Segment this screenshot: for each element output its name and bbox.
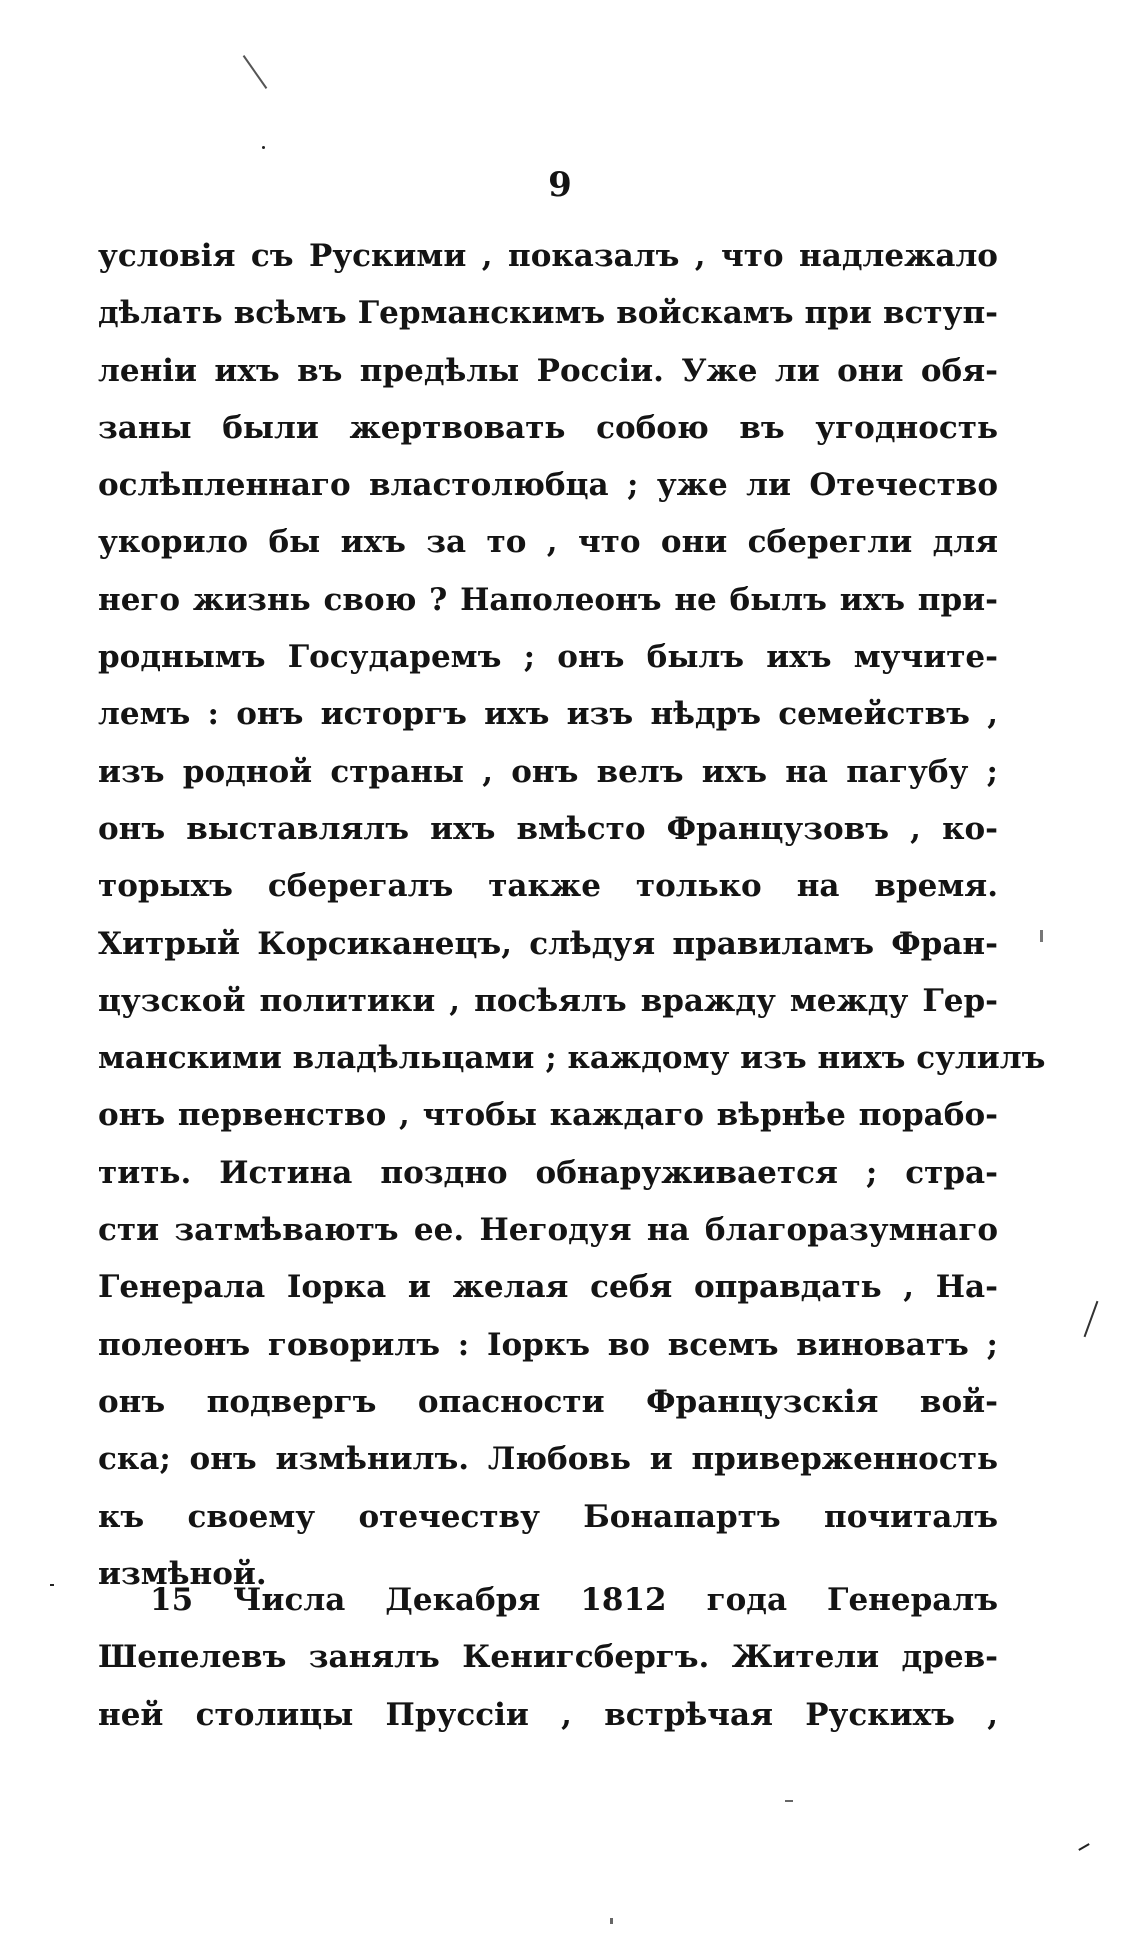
text-line: полеонъ говорилъ : Іоркъ во всемъ виноватъ ; [98,1326,998,1363]
paragraph-1 [98,228,1046,1603]
scan-mark [610,1918,613,1924]
text-line: цузской политики , посѣялъ вражду между Гер- [98,982,998,1019]
paragraph-2 [98,1572,998,1744]
text-line: манскими владѣльцами ; каждому изъ нихъ сулилъ [98,1040,1046,1077]
text-line: торыхъ сберегалъ также только на время. [98,868,998,905]
text-line: леніи ихъ въ предѣлы Россіи. Уже ли они обя- [98,352,998,389]
scan-mark [1078,1843,1089,1851]
text-line: онъ первенство , чтобы каждаго вѣрнѣе порабо- [98,1097,998,1134]
scan-mark [262,146,265,149]
scan-mark [243,55,268,89]
text-line: условія съ Рускими , показалъ , что надлежало [98,238,998,274]
text-line: ослѣпленнаго властолюбца ; уже ли Отечество [98,467,998,504]
text-line: онъ подвергъ опасности Французскія вой- [98,1383,998,1420]
text-line: тить. Истина поздно обнаруживается ; стра- [98,1154,998,1191]
text-line: ска; онъ измѣнилъ. Любовь и приверженность [98,1441,998,1478]
text-line: него жизнь свою ? Наполеонъ не былъ ихъ при- [98,581,998,618]
scan-mark [50,1584,54,1586]
text-line: онъ выставлялъ ихъ вмѣсто Французовъ , ко- [98,810,998,847]
text-line: измѣной. [98,1555,267,1592]
text-line: къ своему отечеству Бонапартъ почиталъ [98,1498,998,1535]
text-line: ней столицы Пруссіи , встрѣчая Рускихъ , [98,1696,998,1733]
text-line: изъ родной страны , онъ велъ ихъ на пагубу ; [98,753,998,790]
text-line: лемъ : онъ исторгъ ихъ изъ нѣдръ семействъ , [98,696,998,733]
text-line: сти затмѣваютъ ее. Негодуя на благоразумнаго [98,1212,998,1249]
text-line: заны были жертвовать собою въ угодность [98,409,998,446]
text-line: Генерала Іорка и желая себя оправдать , На- [98,1269,998,1306]
text-line: дѣлать всѣмъ Германскимъ войскамъ при вступ- [98,295,998,332]
page-number: 9 [548,165,572,205]
text-line: Хитрый Корсиканецъ, слѣдуя правиламъ Фран- [98,925,998,962]
scan-mark [785,1800,793,1802]
text-line: Шепелевъ занялъ Кенигсбергъ. Жители древ- [98,1639,998,1676]
text-line: роднымъ Государемъ ; онъ былъ ихъ мучите- [98,639,998,676]
text-line: укорило бы ихъ за то , что они сберегли для [98,524,998,561]
scan-mark [1040,930,1043,942]
text-line: 15 Числа Декабря 1812 года Генералъ [150,1582,998,1618]
scan-mark [1084,1301,1099,1337]
